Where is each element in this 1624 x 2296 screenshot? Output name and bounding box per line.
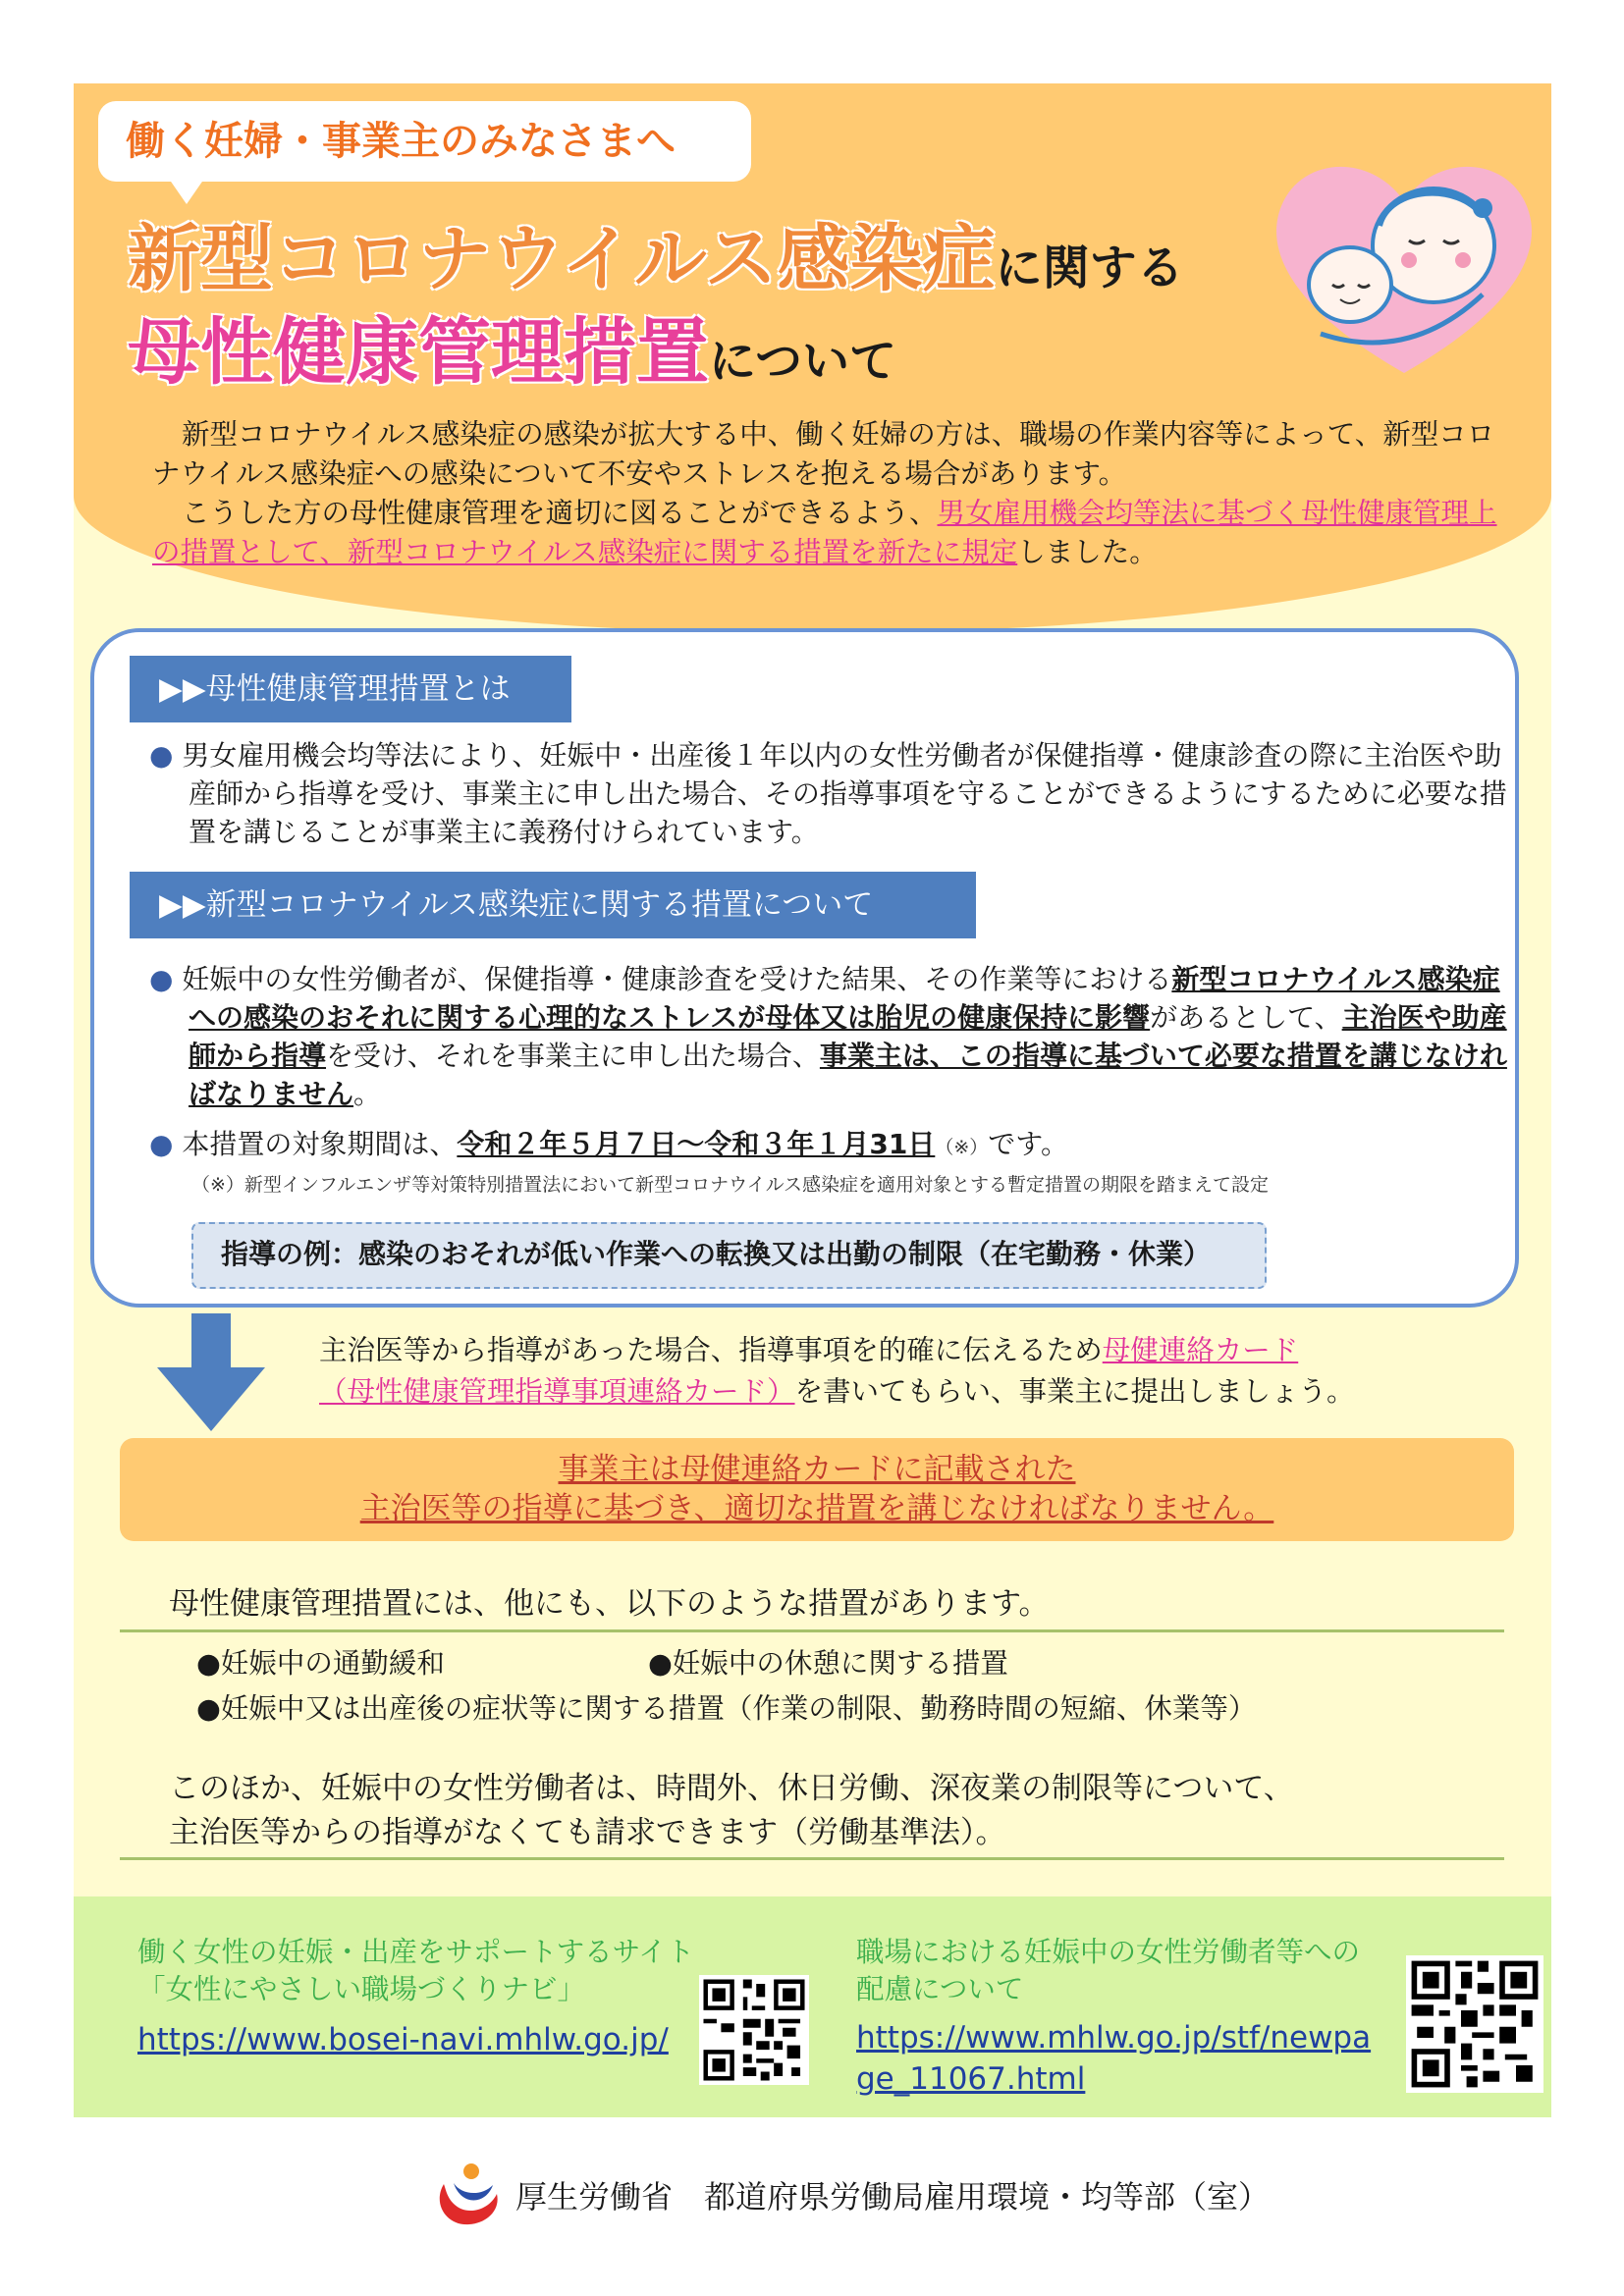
period-note: （※）新型インフルエンザ等対策特別措置法において新型コロナウイルス感染症を適用対象とする暫定措置の期限を踏まえて設定 [191, 1174, 1270, 1196]
divider [120, 1629, 1504, 1632]
bullet-icon: ● [149, 963, 174, 995]
section2-b1-underline3: 事業主は、この指導に基づいて必要な措置を講じなければなりません [189, 1040, 1507, 1110]
down-arrow-icon [157, 1313, 265, 1431]
section2-b1-underline1: 新型コロナウイルス感染症への感染のおそれに関する心理的なストレスが母体又は胎児の健康保持に影響 [189, 963, 1500, 1034]
ministry-name: 厚生労働省 [515, 2178, 674, 2216]
period-label: 本措置の対象期間は、 [182, 1128, 458, 1160]
card-instruction [319, 1330, 1537, 1413]
section2-b1-underline2: 主治医や助産師から指導 [189, 1001, 1507, 1072]
bullet-icon: ● [149, 1128, 174, 1160]
mother-baby-heart-illustration [1262, 147, 1546, 383]
band-line-2: 主治医等の指導に基づき、適切な措置を講じなければなりません。 [359, 1491, 1274, 1526]
period-suffix: です。 [988, 1128, 1069, 1160]
section2-bullet2 [149, 1125, 1475, 1167]
bosei-card-link[interactable]: 母健連絡カード [1102, 1334, 1299, 1366]
section2-b1-text4: 。 [353, 1078, 382, 1110]
title-main-1: 新型コロナウイルス感染症 [128, 217, 996, 301]
labor-standards-note [169, 1767, 1445, 1855]
section2-bullet1 [149, 960, 1514, 1113]
period-dates: 令和２年５月７日～令和３年１月31日 [457, 1128, 936, 1160]
measure-item-2: ●妊娠中の休憩に関する措置 [648, 1647, 1008, 1680]
employer-obligation-band [120, 1438, 1514, 1541]
title-line-1 [128, 201, 1184, 305]
divider [120, 1857, 1504, 1860]
section2-b1-text3: を受け、それを事業主に申し出た場合、 [326, 1040, 820, 1072]
left-resource-line-2: 「女性にやさしい職場づくりナビ」 [137, 1973, 586, 2005]
section2-b1-text1: 妊娠中の女性労働者が、保健指導・健康診査を受けた結果、その作業等における [182, 963, 1172, 995]
title-suffix-1: に関する [995, 240, 1184, 295]
section1-body: 男女雇用機会均等法により、妊娠中・出産後１年以内の女性労働者が保健指導・健康診査の際に主治医や助産師から指導を受け、事業主に申し出た場合、その指導事項を守ることができるようにするために必要な措置を講じることが事業主に義務付けられています。 [182, 739, 1507, 848]
section1-text [149, 736, 1514, 851]
mhlw-newpage-link[interactable] [856, 2017, 1371, 2100]
band-line-1: 事業主は母健連絡カードに記載された [558, 1452, 1076, 1487]
office-name: 都道府県労働局雇用環境・均等部（室） [704, 2178, 1271, 2216]
section2-heading: ▶▶新型コロナウイルス感染症に関する措置について [130, 872, 976, 938]
extra-line-1: このほか、妊娠中の女性労働者は、時間外、休日労働、深夜業の制限等について、 [169, 1771, 1294, 1806]
left-resource-desc [137, 1934, 694, 2008]
intro-p2-highlight: 男女雇用機会均等法に基づく母性健康管理上の措置として、新型コロナウイルス感染症に関する措置を新たに規定 [152, 497, 1497, 568]
extra-line-2: 主治医等からの指導がなくても請求できます（労働基準法）。 [169, 1815, 1006, 1850]
card-text-1: 主治医等から指導があった場合、指導事項を的確に伝えるため [319, 1334, 1103, 1366]
title-suffix-2: について [709, 334, 897, 389]
other-measures-title: 母性健康管理措置には、他にも、以下のような措置があります。 [169, 1586, 1050, 1622]
mhlw-url-line-1: https://www.mhlw.go.jp/stf/newpa [856, 2020, 1372, 2056]
bosei-card-fullname-link[interactable]: （母性健康管理指導事項連絡カード） [319, 1375, 795, 1408]
mhlw-url-line-2: ge_11067.html [856, 2061, 1086, 2097]
bosei-navi-link[interactable]: https://www.bosei-navi.mhlw.go.jp/ [137, 2022, 669, 2057]
intro-p2-suffix: しました。 [1017, 536, 1158, 568]
right-resource-line-2: 配慮について [856, 1973, 1024, 2005]
left-resource-line-1: 働く女性の妊娠・出産をサポートするサイト [137, 1936, 695, 1968]
period-note-mark: （※） [935, 1137, 989, 1158]
qr-code-icon [1406, 1955, 1543, 2093]
mhlw-logo-icon [432, 2160, 506, 2228]
right-resource-line-1: 職場における妊娠中の女性労働者等への [856, 1936, 1361, 1968]
title-main-2: 母性健康管理措置 [128, 310, 709, 395]
issuer [515, 2172, 1270, 2217]
section2-b1-text2: があるとして、 [1150, 1001, 1342, 1034]
intro-paragraph-2 [152, 494, 1507, 572]
intro-paragraph-1: 新型コロナウイルス感染症の感染が拡大する中、働く妊婦の方は、職場の作業内容等によって、新型コロナウイルス感染症への感染について不安やストレスを抱える場合があります。 [152, 418, 1495, 490]
bullet-icon: ● [149, 739, 174, 772]
measure-item-1: ●妊娠中の通勤緩和 [196, 1647, 445, 1680]
intro-p2-prefix: こうした方の母性健康管理を適切に図ることができるよう、 [182, 497, 938, 529]
section1-heading: ▶▶母性健康管理措置とは [130, 656, 571, 722]
right-resource-desc [856, 1934, 1360, 2008]
title-line-2 [128, 294, 896, 399]
example-box: 指導の例：感染のおそれが低い作業への転換又は出勤の制限（在宅勤務・休業） [191, 1222, 1267, 1289]
bubble-text: 働く妊婦・事業主のみなさまへ [126, 119, 676, 164]
qr-code-icon [699, 1975, 809, 2085]
card-text-2: を書いてもらい、事業主に提出しましょう。 [794, 1375, 1355, 1408]
measure-item-3: ●妊娠中又は出産後の症状等に関する措置（作業の制限、勤務時間の短縮、休業等） [196, 1692, 1257, 1725]
